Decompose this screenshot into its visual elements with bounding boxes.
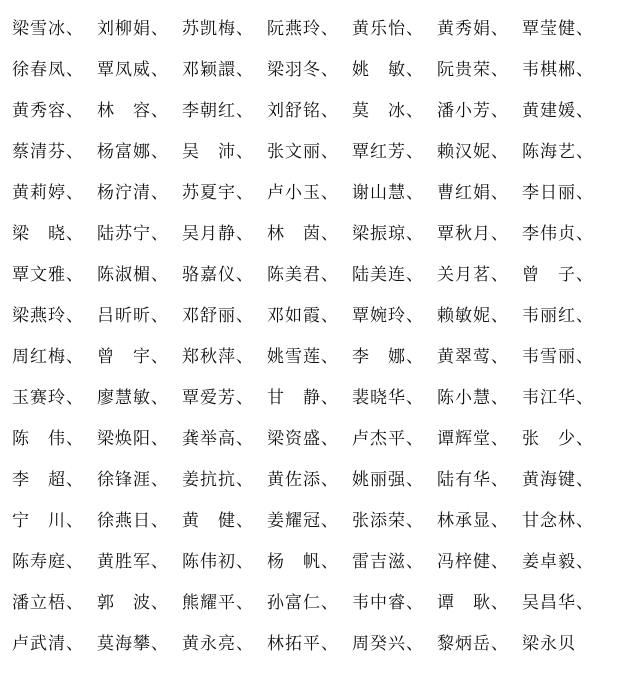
name-entry: 覃婉玲、 bbox=[352, 306, 424, 326]
name-entry: 陈淑楣、 bbox=[97, 265, 169, 285]
name-entry: 覃爱芳、 bbox=[182, 388, 254, 408]
name-entry: 陈美君、 bbox=[267, 265, 339, 285]
name-line bbox=[12, 88, 618, 129]
name-line bbox=[12, 334, 618, 375]
name-entry: 冯梓健、 bbox=[437, 552, 509, 572]
name-entry: 吴昌华、 bbox=[522, 593, 594, 613]
name-entry: 吴月静、 bbox=[182, 224, 254, 244]
name-entry: 黄海键、 bbox=[522, 470, 594, 490]
name-line bbox=[12, 416, 618, 457]
name-entry: 莫海攀、 bbox=[97, 634, 169, 654]
name-entry: 谭辉堂、 bbox=[437, 429, 509, 449]
name-entry: 黄莉婷、 bbox=[12, 183, 84, 203]
name-line bbox=[12, 498, 618, 539]
name-entry: 梁燕玲、 bbox=[12, 306, 84, 326]
name-entry: 邓颖譞、 bbox=[182, 60, 254, 80]
name-line bbox=[12, 252, 618, 293]
name-entry: 熊耀平、 bbox=[182, 593, 254, 613]
name-entry: 韦丽红、 bbox=[522, 306, 594, 326]
name-entry: 陈伟初、 bbox=[182, 552, 254, 572]
name-entry: 韦中睿、 bbox=[352, 593, 424, 613]
name-entry: 甘 静、 bbox=[267, 388, 339, 408]
name-line bbox=[12, 129, 618, 170]
name-entry: 周癸兴、 bbox=[352, 634, 424, 654]
name-entry: 郭 波、 bbox=[97, 593, 169, 613]
name-entry: 梁 晓、 bbox=[12, 224, 84, 244]
name-entry: 苏凯梅、 bbox=[182, 19, 254, 39]
name-entry: 张添荣、 bbox=[352, 511, 424, 531]
name-entry: 黎炳岳、 bbox=[437, 634, 509, 654]
name-entry: 李伟贞、 bbox=[522, 224, 594, 244]
name-entry: 黄胜军、 bbox=[97, 552, 169, 572]
name-entry: 梁永贝 bbox=[522, 634, 576, 654]
name-entry: 姜抗抗、 bbox=[182, 470, 254, 490]
name-entry: 曾 宇、 bbox=[97, 347, 169, 367]
name-entry: 黄永亮、 bbox=[182, 634, 254, 654]
name-entry: 苏夏宇、 bbox=[182, 183, 254, 203]
name-line bbox=[12, 375, 618, 416]
name-entry: 张 少、 bbox=[522, 429, 594, 449]
name-entry: 孙富仁、 bbox=[267, 593, 339, 613]
name-entry: 姚 敏、 bbox=[352, 60, 424, 80]
name-entry: 梁焕阳、 bbox=[97, 429, 169, 449]
name-entry: 黄翠莺、 bbox=[437, 347, 509, 367]
name-entry: 覃秋月、 bbox=[437, 224, 509, 244]
name-entry: 李 娜、 bbox=[352, 347, 424, 367]
name-line bbox=[12, 621, 618, 662]
name-entry: 邓舒丽、 bbox=[182, 306, 254, 326]
name-entry: 廖慧敏、 bbox=[97, 388, 169, 408]
name-entry: 黄秀娟、 bbox=[437, 19, 509, 39]
name-entry: 梁资盛、 bbox=[267, 429, 339, 449]
name-line bbox=[12, 170, 618, 211]
name-entry: 林 容、 bbox=[97, 101, 169, 121]
name-entry: 林拓平、 bbox=[267, 634, 339, 654]
name-line bbox=[12, 293, 618, 334]
name-entry: 黄秀容、 bbox=[12, 101, 84, 121]
name-entry: 黄 健、 bbox=[182, 511, 254, 531]
name-entry: 梁振琼、 bbox=[352, 224, 424, 244]
name-entry: 阮燕玲、 bbox=[267, 19, 339, 39]
name-entry: 徐春凤、 bbox=[12, 60, 84, 80]
name-entry: 吕昕昕、 bbox=[97, 306, 169, 326]
name-entry: 曹红娟、 bbox=[437, 183, 509, 203]
name-entry: 杨泞清、 bbox=[97, 183, 169, 203]
name-entry: 雷吉滋、 bbox=[352, 552, 424, 572]
name-entry: 张文丽、 bbox=[267, 142, 339, 162]
name-entry: 刘柳娟、 bbox=[97, 19, 169, 39]
name-entry: 李日丽、 bbox=[522, 183, 594, 203]
name-entry: 徐燕日、 bbox=[97, 511, 169, 531]
name-entry: 潘立梧、 bbox=[12, 593, 84, 613]
name-entry: 黄建媛、 bbox=[522, 101, 594, 121]
name-entry: 覃红芳、 bbox=[352, 142, 424, 162]
name-line bbox=[12, 457, 618, 498]
name-entry: 李朝红、 bbox=[182, 101, 254, 121]
name-entry: 潘小芳、 bbox=[437, 101, 509, 121]
name-entry: 徐锋涯、 bbox=[97, 470, 169, 490]
name-entry: 姚雪莲、 bbox=[267, 347, 339, 367]
name-entry: 韦江华、 bbox=[522, 388, 594, 408]
name-entry: 陈小慧、 bbox=[437, 388, 509, 408]
name-entry: 陈海艺、 bbox=[522, 142, 594, 162]
name-line bbox=[12, 580, 618, 621]
name-entry: 林 茵、 bbox=[267, 224, 339, 244]
name-entry: 黄乐怡、 bbox=[352, 19, 424, 39]
name-entry: 覃文雅、 bbox=[12, 265, 84, 285]
name-entry: 杨 帆、 bbox=[267, 552, 339, 572]
name-entry: 卢杰平、 bbox=[352, 429, 424, 449]
name-line bbox=[12, 6, 618, 47]
name-entry: 曾 子、 bbox=[522, 265, 594, 285]
name-entry: 关月茗、 bbox=[437, 265, 509, 285]
name-entry: 邓如霞、 bbox=[267, 306, 339, 326]
name-entry: 赖敏妮、 bbox=[437, 306, 509, 326]
name-entry: 赖汉妮、 bbox=[437, 142, 509, 162]
name-line bbox=[12, 539, 618, 580]
name-entry: 梁羽冬、 bbox=[267, 60, 339, 80]
name-entry: 卢小玉、 bbox=[267, 183, 339, 203]
name-entry: 甘念林、 bbox=[522, 511, 594, 531]
name-entry: 莫 冰、 bbox=[352, 101, 424, 121]
name-entry: 蔡清芬、 bbox=[12, 142, 84, 162]
name-entry: 骆嘉仪、 bbox=[182, 265, 254, 285]
name-line bbox=[12, 47, 618, 88]
name-entry: 谭 耿、 bbox=[437, 593, 509, 613]
name-entry: 林承显、 bbox=[437, 511, 509, 531]
name-entry: 陆美连、 bbox=[352, 265, 424, 285]
name-entry: 姜卓毅、 bbox=[522, 552, 594, 572]
name-entry: 陆苏宁、 bbox=[97, 224, 169, 244]
name-entry: 周红梅、 bbox=[12, 347, 84, 367]
name-entry: 杨富娜、 bbox=[97, 142, 169, 162]
name-entry: 宁 川、 bbox=[12, 511, 84, 531]
name-entry: 刘舒铭、 bbox=[267, 101, 339, 121]
name-entry: 覃凤威、 bbox=[97, 60, 169, 80]
name-entry: 韦棋郴、 bbox=[522, 60, 594, 80]
name-entry: 卢武清、 bbox=[12, 634, 84, 654]
name-entry: 谢山慧、 bbox=[352, 183, 424, 203]
name-entry: 陈 伟、 bbox=[12, 429, 84, 449]
name-entry: 姜耀冠、 bbox=[267, 511, 339, 531]
name-entry: 郑秋萍、 bbox=[182, 347, 254, 367]
name-entry: 陈寿庭、 bbox=[12, 552, 84, 572]
name-entry: 黄佐添、 bbox=[267, 470, 339, 490]
name-entry: 陆有华、 bbox=[437, 470, 509, 490]
name-entry: 覃莹健、 bbox=[522, 19, 594, 39]
name-entry: 阮贵荣、 bbox=[437, 60, 509, 80]
name-entry: 龚举高、 bbox=[182, 429, 254, 449]
name-entry: 韦雪丽、 bbox=[522, 347, 594, 367]
name-entry: 姚丽强、 bbox=[352, 470, 424, 490]
name-entry: 玉赛玲、 bbox=[12, 388, 84, 408]
name-line bbox=[12, 211, 618, 252]
name-entry: 梁雪冰、 bbox=[12, 19, 84, 39]
name-entry: 裴晓华、 bbox=[352, 388, 424, 408]
name-list bbox=[12, 6, 618, 662]
name-entry: 吴 沛、 bbox=[182, 142, 254, 162]
name-entry: 李 超、 bbox=[12, 470, 84, 490]
